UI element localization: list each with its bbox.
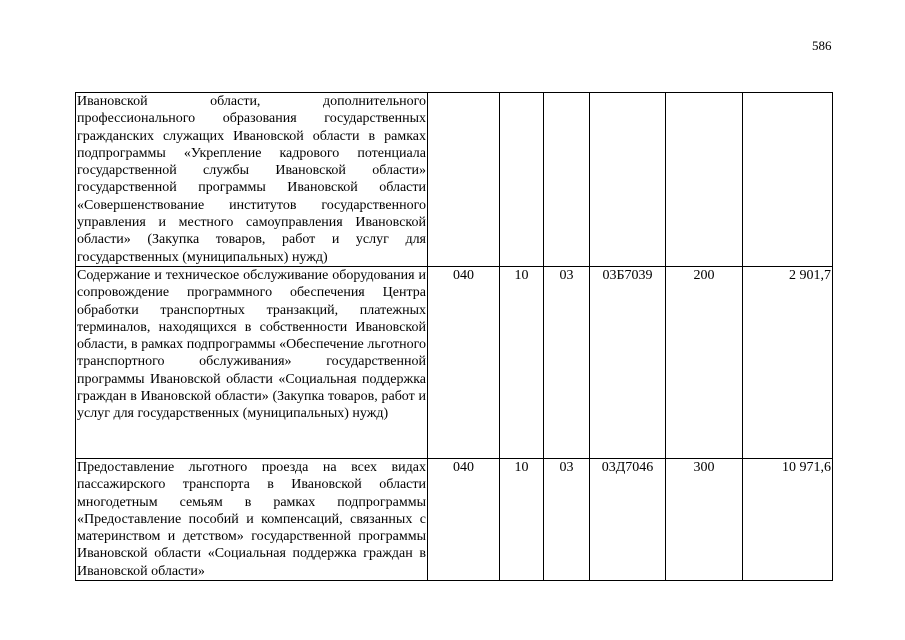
expense-type-code: 300 <box>666 458 743 580</box>
target-article-code <box>590 93 666 267</box>
ministry-code: 040 <box>428 458 500 580</box>
table-row <box>76 458 833 580</box>
target-article-code: 03Б7039 <box>590 266 666 458</box>
row-description: Содержание и техническое обслуживание оборудования и сопровождение программного обеспечения Центра обработки транспортных транзакций, платежных терминалов, находящихся в собственности Ивановской области, в рамках подпрограммы «Обеспечение льготного транспортного обслуживания» государственной программы Ивановской области «Социальная поддержка граждан в Ивановской области» (Закупка товаров, работ и услуг для государственных (муниципальных) нужд) <box>76 266 428 458</box>
subsection-code: 03 <box>544 458 590 580</box>
section-code: 10 <box>500 266 544 458</box>
target-article-code: 03Д7046 <box>590 458 666 580</box>
table-row <box>76 93 833 267</box>
table-row <box>76 266 833 458</box>
ministry-code: 040 <box>428 266 500 458</box>
subsection-code: 03 <box>544 266 590 458</box>
budget-table <box>75 92 833 581</box>
amount-value: 2 901,7 <box>743 266 833 458</box>
page-number: 586 <box>812 38 832 53</box>
section-code: 10 <box>500 458 544 580</box>
ministry-code <box>428 93 500 267</box>
amount-value <box>743 93 833 267</box>
amount-value: 10 971,6 <box>743 458 833 580</box>
row-description: Ивановской области, дополнительного профессионального образования государственных гражданских служащих Ивановской области в рамках подпрограммы «Укрепление кадрового потенциала государственной службы Ивановской области» государственной программы Ивановской области «Совершенствование институтов государственного управления и местного самоуправления Ивановской области» (Закупка товаров, работ и услуг для государственных (муниципальных) нужд) <box>77 94 426 265</box>
expense-type-code: 200 <box>666 266 743 458</box>
section-code <box>500 93 544 267</box>
row-description: Предоставление льготного проезда на всех видах пассажирского транспорта в Ивановской области многодетным семьям в рамках подпрограммы «Предоставление пособий и компенсаций, связанных с материнством и детством» государственной программы Ивановской области «Социальная поддержка граждан в Ивановской области» <box>77 459 426 579</box>
subsection-code <box>544 93 590 267</box>
expense-type-code <box>666 93 743 267</box>
